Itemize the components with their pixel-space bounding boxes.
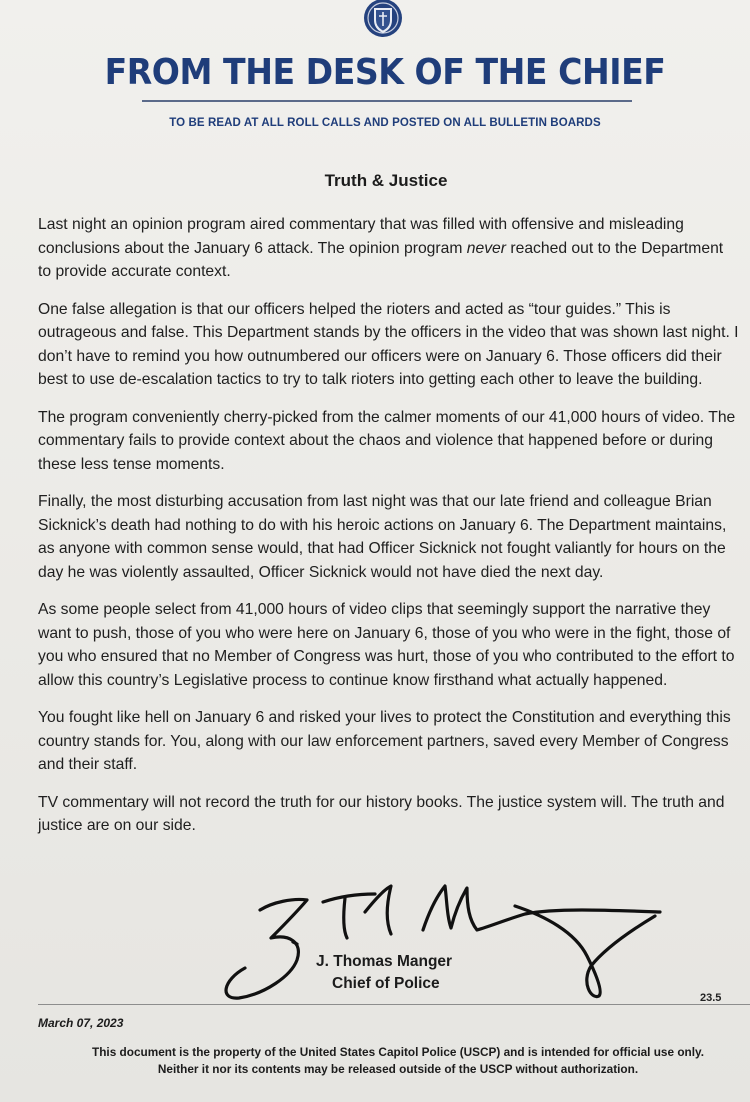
signer-title: Chief of Police — [332, 975, 440, 992]
memo-paragraph-2: One false allegation is that our officers helped the rioters and acted as “tour guides.” This is outrageous and false. This Department stands by the officers in the video that was shown last night. I don’t have to remind you how outnumbered our officers were on January 6. Those officers did their best to use de-escalation tactics to try to talk rioters into getting each other to leave the building. — [38, 300, 739, 388]
form-number: 23.5 — [700, 992, 722, 1004]
memo-paragraph-7: TV commentary will not record the truth for our history books. The justice system will. The truth and justice are on our side. — [38, 793, 725, 834]
letterhead-title: FROM THE DESK OF THE CHIEF — [104, 52, 666, 93]
memo-paragraph-4: Finally, the most disturbing accusation from last night was that our late friend and colleague Brian Sicknick’s death had nothing to do with his heroic actions on January 6. The Department maintains, as anyone with common sense would, that had Officer Sicknick not fought valiantly for hours on the day he was violently assaulted, Officer Sicknick would not have died the next day. — [38, 493, 727, 581]
memo-title: Truth & Justice — [324, 171, 448, 190]
confidentiality-notice — [0, 1044, 750, 1078]
memo-paragraph-5: As some people select from 41,000 hours of video clips that seemingly support the narrative they want to push, those of you who were here on January 6, those of you who were in the fight, those of you who ensured that no Member of Congress was hurt, those of you who contributed to the effort to allow this country’s Legislative process to continue know firsthand what actually happened. — [38, 601, 735, 689]
memo-paragraph-1: Last night an opinion program aired commentary that was filled with offensive and misleading conclusions about the January 6 attack. The opinion program never reached out to the Department to provide accurate context. — [38, 216, 724, 280]
notice-line-1: This document is the property of the United States Capitol Police (USCP) and is intended for official use only. — [92, 1045, 704, 1059]
letterhead-divider — [142, 100, 632, 102]
signature-block — [316, 951, 516, 995]
memo-body — [38, 213, 740, 852]
uscp-seal-icon — [360, 0, 406, 44]
memo-date: March 07, 2023 — [38, 1016, 124, 1030]
footer-divider — [38, 1004, 750, 1005]
notice-line-2: Neither it nor its contents may be released outside of the USCP without authorization. — [157, 1062, 639, 1076]
memo-paragraph-6: You fought like hell on January 6 and risked your lives to protect the Constitution and everything this country stands for. You, along with our law enforcement partners, saved every Member of Congress and their staff. — [38, 709, 731, 773]
letterhead-subtitle: TO BE READ AT ALL ROLL CALLS AND POSTED ON ALL BULLETIN BOARDS — [169, 117, 601, 129]
signer-name: J. Thomas Manger — [316, 953, 453, 970]
memo-paragraph-3: The program conveniently cherry-picked from the calmer moments of our 41,000 hours of video. The commentary fails to provide context about the chaos and violence that happened before or during these less tense moments. — [38, 408, 736, 473]
